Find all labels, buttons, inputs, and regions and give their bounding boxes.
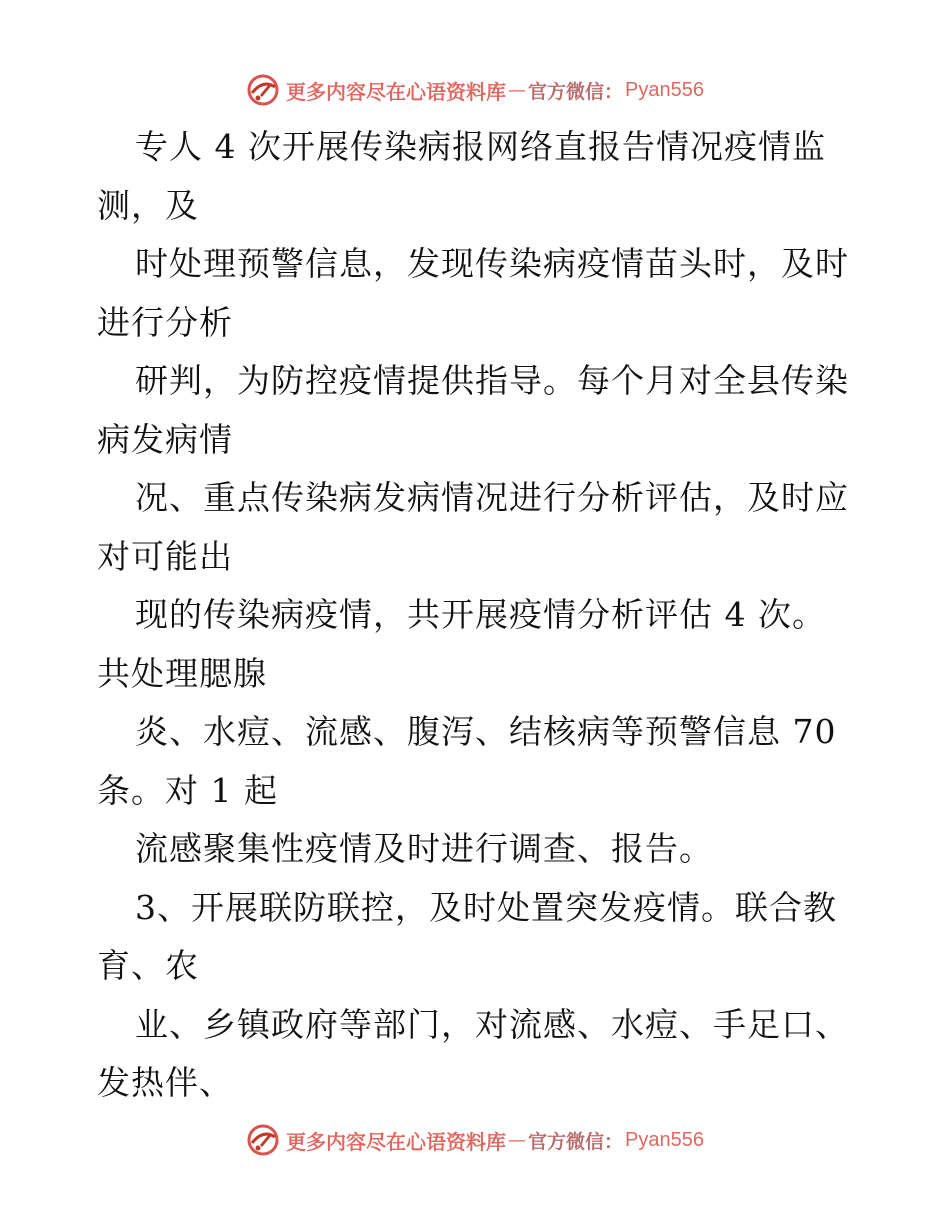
text-line: 流感聚集性疫情及时进行调查、报告。 <box>135 829 713 868</box>
text-line: 测，及 <box>97 185 199 225</box>
document-body <box>97 118 857 1113</box>
text-line: 专人 4 次开展传染病报网络直报告情况疫情监 <box>135 127 826 166</box>
text-line: 育、农 <box>97 946 199 985</box>
header-wechat-label: 官方微信： <box>528 80 624 103</box>
text-line: 时处理预警信息，发现传染病疫情苗头时，及时 <box>135 244 849 283</box>
text-line: 对可能出 <box>97 536 233 576</box>
text-line: 条。对 1 起 <box>97 770 278 810</box>
text-line: 现的传染病疫情，共开展疫情分析评估 4 次。 <box>135 595 826 634</box>
text-line: 业、乡镇政府等部门，对流感、水痘、手足口、 <box>135 1004 849 1044</box>
text-line: 研判，为防控疫情提供指导。每个月对全县传染 <box>135 361 849 400</box>
header-site-text: 更多内容尽在心语资料库 <box>286 79 506 104</box>
text-line: 发热伴、 <box>97 1063 233 1102</box>
header-banner <box>0 70 950 110</box>
text-line: 3、开展联防联控，及时处置突发疫情。联合教 <box>135 887 837 927</box>
header-wechat-id: Pyan556 <box>625 78 704 101</box>
text-line: 炎、水痘、流感、腹泻、结核病等预警信息 70 <box>135 712 837 751</box>
footer-site-text: 更多内容尽在心语资料库 <box>286 1129 506 1154</box>
header-dash: — <box>508 79 526 101</box>
footer-wechat-id: Pyan556 <box>625 1128 704 1151</box>
text-line: 病发病情 <box>97 419 233 459</box>
brand-logo-icon <box>246 73 280 107</box>
text-line: 进行分析 <box>97 302 233 342</box>
brand-logo-icon <box>246 1123 280 1157</box>
text-line: 共处理腮腺 <box>97 653 267 693</box>
text-line: 况、重点传染病发病情况进行分析评估，及时应 <box>135 478 849 517</box>
footer-dash: — <box>508 1129 526 1151</box>
footer-wechat-label: 官方微信： <box>528 1130 624 1153</box>
footer-banner <box>0 1120 950 1160</box>
